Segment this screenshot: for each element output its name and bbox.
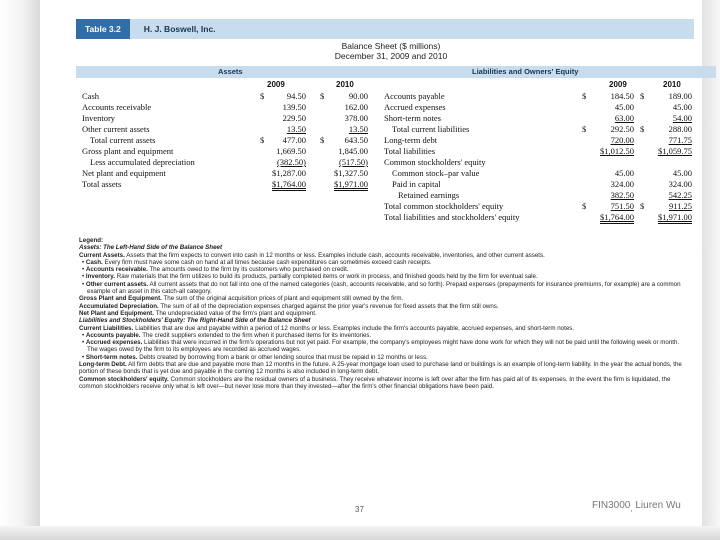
- asset-value-2010: 13.50: [348, 124, 368, 134]
- asset-value-2009: 477.00: [282, 135, 306, 145]
- table-row: [82, 91, 720, 101]
- legend-definition: Liabilities that are due and payable within a period of 12 months or less. Examples include the firm's accounts payable, accrued expenses, and short-term notes.: [135, 324, 575, 332]
- table-row: [82, 113, 720, 123]
- liability-value-2009: 751.50: [610, 201, 634, 211]
- liability-label: Retained earnings: [398, 190, 460, 200]
- company-name: H. J. Boswell, Inc.: [143, 24, 216, 34]
- asset-label: Net plant and equipment: [82, 168, 166, 178]
- liability-value-2009: 45.00: [614, 168, 634, 178]
- asset-value-2009: 139.50: [282, 102, 306, 112]
- asset-value-2010: $1,971.00: [334, 179, 368, 189]
- dollar-sign: $: [260, 135, 265, 145]
- legend-liabilities-heading: Liabilities and Stockholders' Equity: The Right-Hand Side of the Balance Sheet: [79, 317, 311, 325]
- legend-item: [79, 303, 691, 310]
- legend-item: [79, 252, 691, 259]
- asset-label: Less accumulated depreciation: [90, 157, 195, 167]
- legend-definition: The credit suppliers extended to the firm when it purchased items for its inventories.: [142, 331, 372, 339]
- legend-term: Accrued expenses.: [85, 339, 143, 347]
- table-row: [82, 190, 720, 200]
- dollar-sign: $: [582, 91, 587, 101]
- legend-term: Accounts payable.: [85, 331, 141, 339]
- asset-value-2009: $1,287.00: [272, 168, 306, 178]
- legend-item: • Cash. Every firm must have some cash on hand at all times because cash expenditures can sometimes exceed cash receipts.: [82, 258, 432, 266]
- liability-value-2010: 54.00: [672, 113, 692, 123]
- legend-term: Current Assets.: [79, 251, 125, 259]
- liab-col-2009: 2009: [609, 80, 627, 89]
- year-header-row: [82, 80, 720, 90]
- asset-label: Total current assets: [90, 135, 156, 145]
- liability-label: Total liabilities: [384, 146, 436, 156]
- asset-label: Inventory: [82, 113, 116, 123]
- legend-item: [79, 361, 691, 376]
- dollar-sign: $: [582, 124, 587, 134]
- liability-value-2009: 45.00: [614, 102, 634, 112]
- asset-label: Gross plant and equipment: [82, 146, 174, 156]
- legend-term: Accounts receivable.: [85, 266, 148, 274]
- liability-value-2010: 189.00: [668, 91, 692, 101]
- footer-course: FIN3000: [592, 500, 631, 511]
- legend-item: [79, 376, 691, 391]
- liability-label: Accrued expenses: [384, 102, 446, 112]
- liabilities-heading: Liabilities and Owners' Equity: [472, 67, 579, 76]
- liability-value-2009: 720.00: [610, 135, 634, 145]
- table-row: [82, 102, 720, 112]
- legend-assets-heading: Assets: The Left-Hand Side of the Balance Sheet: [79, 244, 223, 252]
- legend-term: Cash.: [85, 258, 103, 266]
- legend-item: • Inventory. Raw materials that the firm utilizes to build its products, partially completed items or work in process, and finished goods held by the firm for eventual sale.: [82, 273, 538, 281]
- legend-term: Current Liabilities.: [79, 324, 134, 332]
- legend-definition: Assets that the firm expects to convert into cash in 12 months or less. Examples include cash, accounts receivable, inventories, and other current assets.: [126, 251, 545, 259]
- page-number: 37: [355, 505, 364, 514]
- legend-definition: The sum of the original acquisition prices of plant and equipment still owned by the firm.: [163, 295, 404, 303]
- table-row: [82, 179, 720, 189]
- legend-definition: The sum of all of the depreciation expenses charged against the prior year's revenue for fixed assets that the firm still owns.: [160, 302, 499, 310]
- dollar-sign: $: [320, 91, 325, 101]
- liability-label: Total current liabilities: [392, 124, 470, 134]
- legend-definition: Raw materials that the firm utilizes to build its products, partially completed items or work in process, and finished goods held by the firm for eventual sale.: [116, 273, 538, 281]
- liability-value-2010: 324.00: [668, 179, 692, 189]
- liab-col-2010: 2010: [663, 80, 681, 89]
- liability-value-2010: 771.75: [668, 135, 692, 145]
- liability-value-2010: 45.00: [672, 168, 692, 178]
- legend-item: • Other current assets. All current assets that do not fall into one of the named categories (cash, accounts receivable, and so forth). Prepaid expenses (prepayments for insurance premiums, for example) are a common example of an asset in this catch-all category.: [82, 280, 681, 296]
- legend-definition: All current assets that do not fall into one of the named categories (cash, accounts receivable, and so forth). Prepaid expenses (prepayments for insurance premiums, for example) are a common example of an asset in this catch-all category.: [87, 280, 681, 296]
- assets-heading: Assets: [218, 67, 243, 76]
- table-row: [82, 146, 720, 156]
- legend-term: Net Plant and Equipment.: [79, 309, 154, 317]
- liability-value-2009: 63.00: [614, 113, 634, 123]
- liability-value-2010: 542.25: [668, 190, 692, 200]
- footer-credit: [592, 500, 681, 513]
- liability-value-2009: $1,764.00: [600, 212, 634, 222]
- asset-value-2010: 90.00: [348, 91, 368, 101]
- liability-value-2010: $1,971.00: [658, 212, 692, 222]
- table-row: [82, 135, 720, 145]
- asset-value-2010: $1,327.50: [334, 168, 368, 178]
- liability-value-2009: 382.50: [610, 190, 634, 200]
- liability-value-2009: 184.50: [610, 91, 634, 101]
- slide-frame-bottom: [0, 526, 720, 540]
- table-row: [82, 168, 720, 178]
- table-number: Table 3.2: [76, 19, 130, 39]
- dollar-sign: $: [320, 135, 325, 145]
- liability-label: Long-term debt: [384, 135, 438, 145]
- footer-separator: ,: [630, 504, 633, 513]
- liability-value-2009: 324.00: [610, 179, 634, 189]
- asset-value-2010: 1,845.00: [338, 146, 368, 156]
- balance-sheet-name: Balance Sheet ($ millions): [341, 41, 441, 51]
- legend-definition: All firm debts that are due and payable more than 12 months in the future. A 25-year mortgage loan used to purchase land or buildings is an example of long-term liability. In the year the actual bonds, the portion of these bonds that is yet due and payable in the coming 12 months is also included in long-term debt.: [79, 361, 682, 376]
- asset-value-2010: 643.50: [344, 135, 368, 145]
- legend-item: [79, 310, 691, 317]
- legend-definition: Common stockholders are the residual owners of a business. They receive whatever income is left over after the firm has paid all of its expenses. In the event the firm is liquidated, the common stockholders receive only what is left over—but never lose more than they invested—after the firm's other financial obligations have been paid.: [79, 375, 671, 390]
- table-row: [82, 201, 720, 211]
- liability-label: Common stock–par value: [392, 168, 480, 178]
- asset-value-2010: 162.00: [344, 102, 368, 112]
- liability-label: Short-term notes: [384, 113, 441, 123]
- asset-value-2010: 378.00: [344, 113, 368, 123]
- liability-value-2009: $1,012.50: [600, 146, 634, 156]
- asset-value-2009: 1,669.50: [276, 146, 306, 156]
- liability-label: Accounts payable: [384, 91, 445, 101]
- legend-section: [79, 237, 691, 390]
- legend-item: • Accounts receivable. The amounts owed to the firm by its customers who purchased on credit.: [82, 266, 349, 274]
- footer-author: Liuren Wu: [632, 500, 681, 511]
- liability-value-2010: 911.25: [668, 201, 692, 211]
- legend-term: Long-term Debt.: [79, 361, 127, 369]
- assets-col-2010: 2010: [336, 80, 354, 89]
- table-row: [82, 212, 720, 222]
- legend-term: Other current assets.: [85, 280, 149, 288]
- legend-term: Common stockholders' equity.: [79, 375, 169, 383]
- balance-sheet-table: [82, 80, 720, 238]
- asset-value-2009: (382.50): [276, 157, 306, 167]
- legend-item: [79, 295, 691, 302]
- liability-label: Total common stockholders' equity: [384, 201, 504, 211]
- legend-item: • Short-term notes. Debts created by borrowing from a bank or other lending source that must be repaid in 12 months or less.: [82, 353, 428, 361]
- liability-value-2010: 288.00: [668, 124, 692, 134]
- dollar-sign: $: [640, 91, 645, 101]
- asset-label: Cash: [82, 91, 99, 101]
- legend-definition: Liabilities that were incurred in the firm's operations but not yet paid. For example, the company's employees might have done work for which they will not be paid until the following week or month. The wages owed by the firm to its employees are recorded as accrued wages.: [87, 339, 680, 354]
- dollar-sign: $: [260, 91, 265, 101]
- asset-value-2010: (517.50): [338, 157, 368, 167]
- legend-definition: The amounts owed to the firm by its customers who purchased on credit.: [149, 266, 349, 274]
- liability-value-2009: 292.50: [610, 124, 634, 134]
- legend-definition: Every firm must have some cash on hand at all times because cash expenditures can sometimes exceed cash receipts.: [104, 258, 432, 266]
- table-row: [82, 124, 720, 134]
- asset-value-2009: 229.50: [282, 113, 306, 123]
- slide-page: [76, 19, 702, 522]
- asset-value-2009: $1,764.00: [272, 179, 306, 189]
- legend-term: Short-term notes.: [85, 353, 138, 361]
- legend-item: [79, 325, 691, 332]
- assets-col-2009: 2009: [267, 80, 285, 89]
- legend-title: Legend:: [79, 237, 104, 244]
- balance-sheet-date: December 31, 2009 and 2010: [334, 51, 448, 61]
- dollar-sign: $: [640, 201, 645, 211]
- asset-label: Other current assets: [82, 124, 150, 134]
- legend-term: Gross Plant and Equipment.: [79, 295, 162, 303]
- legend-definition: Debts created by borrowing from a bank or other lending source that must be repaid in 12 months or less.: [139, 353, 428, 361]
- slide-frame-left: [0, 0, 40, 540]
- liability-value-2010: $1,059.75: [658, 146, 692, 156]
- liability-label: Total liabilities and stockholders' equity: [384, 212, 520, 222]
- legend-definition: The undepreciated value of the firm's plant and equipment.: [155, 309, 317, 317]
- asset-value-2009: 94.50: [286, 91, 306, 101]
- legend-term: Accumulated Depreciation.: [79, 302, 159, 310]
- liability-value-2010: 45.00: [672, 102, 692, 112]
- table-row: [82, 157, 720, 167]
- liability-label: Common stockholders' equity: [384, 157, 486, 167]
- dollar-sign: $: [640, 124, 645, 134]
- legend-item: • Accounts payable. The credit suppliers extended to the firm when it purchased items for its inventories.: [82, 331, 372, 339]
- legend-term: Inventory.: [85, 273, 115, 281]
- balance-sheet-title: [276, 41, 506, 61]
- asset-label: Accounts receivable: [82, 102, 152, 112]
- legend-item: • Accrued expenses. Liabilities that were incurred in the firm's operations but not yet paid. For example, the company's employees might have done work for which they will not be paid until the following week or month. The wages owed by the firm to its employees are recorded as accrued wages.: [82, 339, 680, 354]
- asset-label: Total assets: [82, 179, 122, 189]
- section-heading-bar: [76, 66, 716, 78]
- liability-label: Paid in capital: [392, 179, 441, 189]
- table-header-bar: [76, 19, 694, 39]
- asset-value-2009: 13.50: [286, 124, 306, 134]
- dollar-sign: $: [582, 201, 587, 211]
